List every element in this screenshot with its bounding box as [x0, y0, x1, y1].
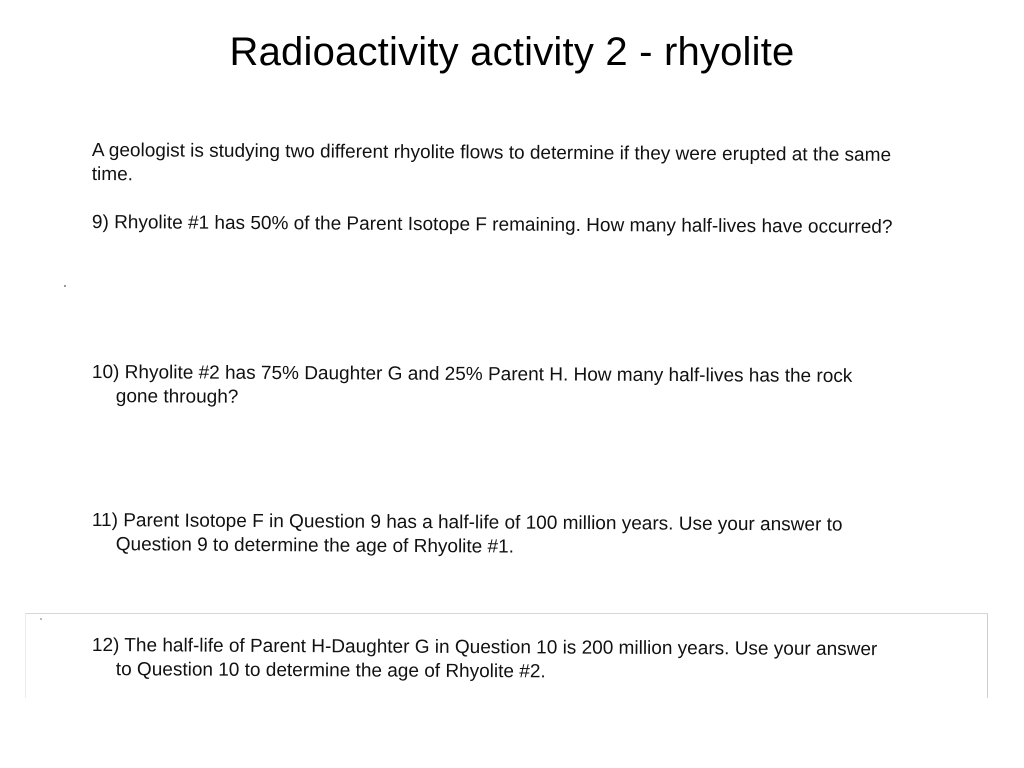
question-9-text: 9) Rhyolite #1 has 50% of the Parent Isotope F remaining. How many half-lives have occurred?: [91, 211, 893, 238]
intro-line-2: time.: [91, 163, 134, 186]
scan-speck-2: [40, 618, 42, 620]
question-12-line-1: 12) The half-life of Parent H-Daughter G in Question 10 is 200 million years. Use your answer: [91, 635, 878, 661]
scan-speck: [64, 285, 66, 287]
question-10-line-2: gone through?: [115, 386, 239, 408]
question-11-line-2: Question 9 to determine the age of Rhyolite #1.: [115, 534, 515, 558]
intro-line-1: A geologist is studying two different rhyolite flows to determine if they were erupted at the same: [91, 139, 892, 166]
question-9: [92, 211, 1002, 241]
question-12: [92, 634, 982, 687]
question-12-line-2: to Question 10 to determine the age of Rhyolite #2.: [115, 659, 546, 683]
question-11-line-1: 11) Parent Isotope F in Question 9 has a half-life of 100 million years. Use your answer to: [91, 509, 843, 536]
page-title: Radioactivity activity 2 - rhyolite: [229, 30, 795, 74]
question-10-line-1: 10) Rhyolite #2 has 75% Daughter G and 25% Parent H. How many half-lives has the rock: [91, 362, 853, 387]
question-10: [92, 361, 962, 414]
intro-paragraph: [92, 139, 997, 193]
question-11: [92, 509, 952, 562]
